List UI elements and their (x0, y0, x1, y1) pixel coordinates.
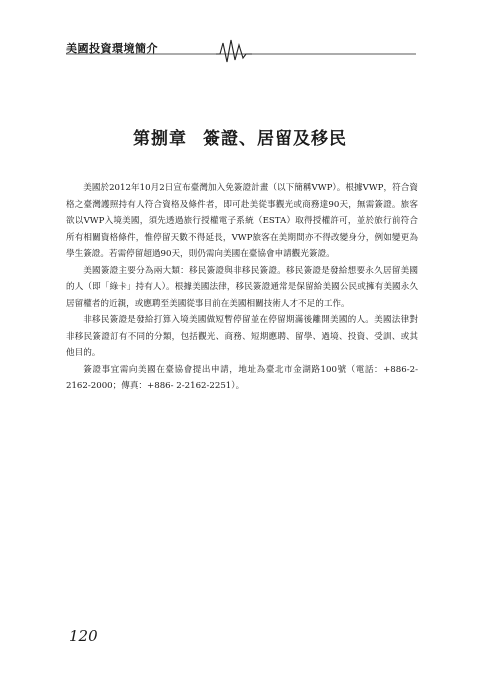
paragraph: 非移民簽證是發給打算入境美國做短暫停留並在停留期滿後離開美國的人。美國法律對非移民簽證訂有不同的分類，包括觀光、商務、短期應聘、留學、過境、投資、受訓、或其他目的。 (66, 315, 418, 358)
chapter-heading (0, 124, 480, 149)
paragraph: 美國於2012年10月2日宣布臺灣加入免簽證計畫（以下簡稱VWP）。根據VWP，符合資格之臺灣護照持有人符合資格及條件者，即可赴美從事觀光或商務達90天，無需簽證。旅客欲以VWP入境美國，須先透過旅行授權電子系統（ESTA）取得授權許可，並於旅行前符合所有相關資格條件，惟停留天數不得延長，VWP旅客在美期間亦不得改變身分，例如變更為學生簽證。若需停留超過90天，則仍需向美國在臺協會申請觀光簽證。 (66, 183, 418, 259)
chapter-number: 第捌章 (133, 129, 187, 149)
body-text (66, 180, 418, 395)
header-title: 美國投資環境簡介 (66, 42, 158, 55)
paragraph: 簽證事宜需向美國在臺協會提出申請，地址為臺北市金湖路100號（電話：+886-2-2162-2000；傳真：+886- 2-2162-2251）。 (66, 364, 418, 391)
paragraph: 美國簽證主要分為兩大類：移民簽證與非移民簽證。移民簽證是發給想要永久居留美國的人（即「綠卡」持有人）。根據美國法律，移民簽證通常是保留給美國公民或擁有美國永久居留權者的近親，或應聘至美國從事目前在美國相關技術人才不足的工作。 (66, 265, 418, 309)
running-header (66, 34, 416, 64)
page-number: 120 (69, 627, 98, 645)
chapter-title: 簽證、居留及移民 (203, 129, 347, 149)
